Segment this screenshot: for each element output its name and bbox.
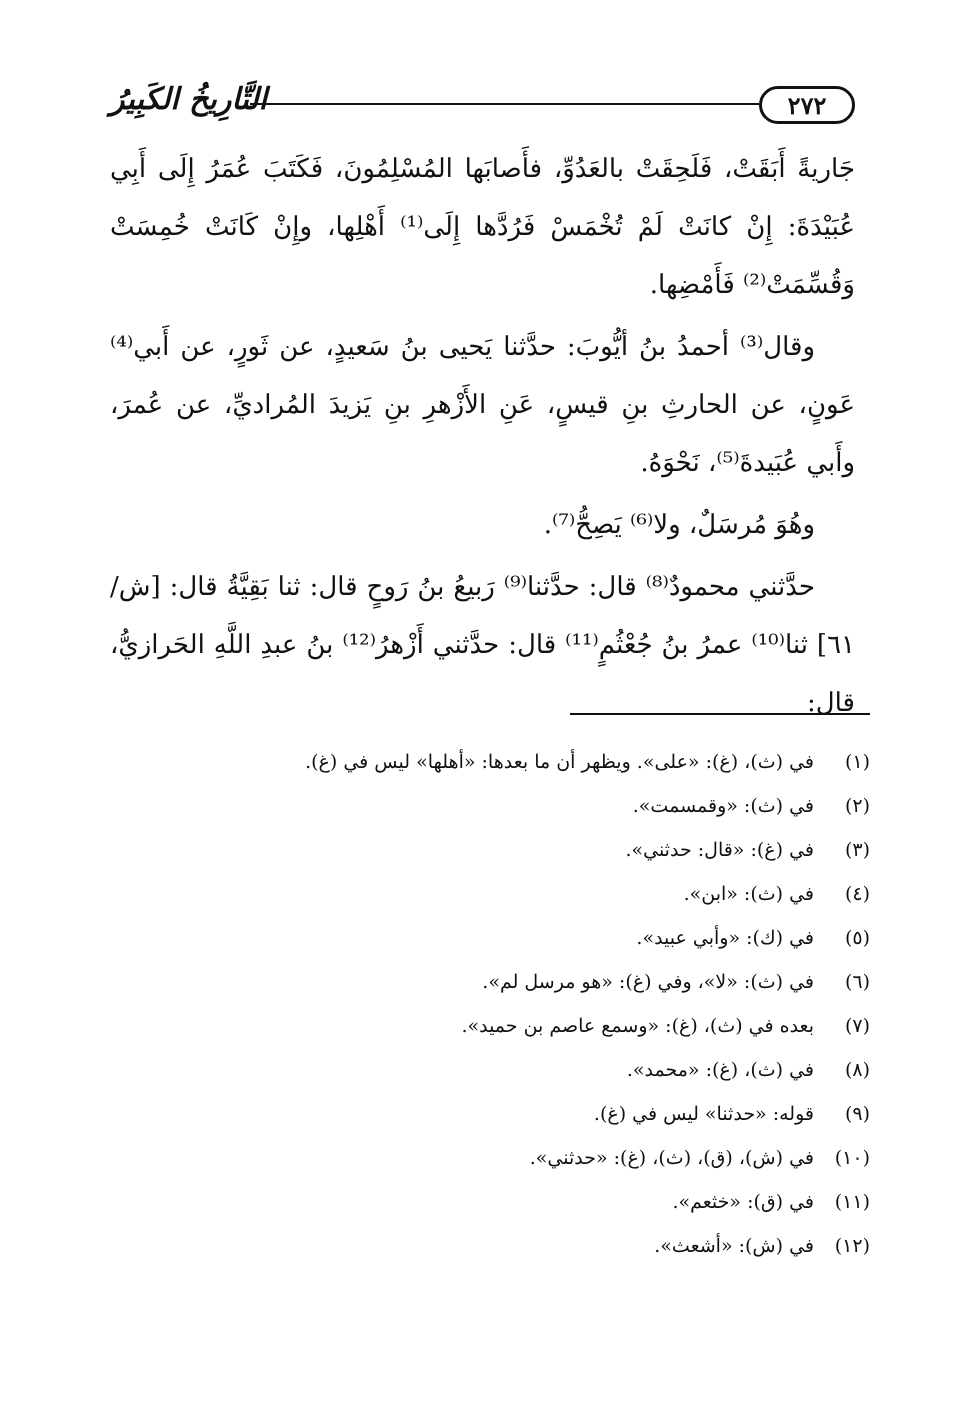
footnote <box>125 1136 870 1180</box>
footnote <box>125 1092 870 1136</box>
footnote <box>125 740 870 784</box>
footnote-text: قوله: «حدثنا» ليس في (غ). <box>593 1103 814 1125</box>
footnote-text: في (ث)، (غ): «محمد». <box>626 1059 814 1081</box>
footnote <box>125 872 870 916</box>
footnote-text: في (ك): «وأبي عبيد». <box>636 927 814 949</box>
footnote-text: في (ش)، (ق)، (ث)، (غ): «حدثني». <box>529 1147 814 1169</box>
footnote-number: (٨) <box>844 1059 870 1081</box>
footnote <box>125 1224 870 1268</box>
footnote-text: في (ش): «أشعث». <box>654 1235 814 1257</box>
footnote-number: (٩) <box>844 1103 870 1125</box>
paragraph: وقال⁽³⁾ أحمدُ بنُ أيُّوبَ: حدَّثنا يَحيى بنُ سَعيدٍ، عن ثَورٍ، عن أَبي⁽⁴⁾ عَونٍ، عن الحارثِ بنِ قيسٍ، عَنِ الأَزْهرِ بنِ يَزيدَ المُراديِّ، عن عُمرَ، وأَبي عُبَيدةَ⁽⁵⁾، نَحْوَهُ. <box>110 332 855 478</box>
footnote <box>125 828 870 872</box>
footnote-text: في (ث)، (غ): «على». ويظهر أن ما بعدها: «أهلها» ليس في (غ). <box>305 751 814 773</box>
paragraph: جَاريةً أَبَقَتْ، فَلَحِقَتْ بالعَدُوِّ، فأَصابَها المُسْلِمُونَ، فَكَتَبَ عُمَرُ إِلَى أَبِي عُبَيْدَةَ: إِنْ كانَتْ لَمْ تُخْمَسْ فَرُدَّها إِلَى⁽¹⁾ أَهْلِها، وإِنْ كَانَتْ خُمِسَتْ وَقُسِّمَتْ⁽²⁾ فَأَمْضِها. <box>110 154 855 300</box>
footnote <box>125 916 870 960</box>
footnote <box>125 1004 870 1048</box>
footnote-number: (٥) <box>844 927 870 949</box>
footnote-text: في (غ): «قال: حدثني». <box>625 839 814 861</box>
header-rule <box>250 103 759 105</box>
footnote <box>125 1180 870 1224</box>
footnote-text: في (ق): «خثعم». <box>672 1191 814 1213</box>
footnote <box>125 1048 870 1092</box>
page-header <box>110 82 855 126</box>
footnote-number: (١١) <box>834 1191 870 1213</box>
main-text <box>110 140 855 736</box>
footnote-text: في (ث): «وقمسمت». <box>632 795 814 817</box>
footnote-text: في (ث): «ابن». <box>683 883 814 905</box>
footnote-number: (١) <box>844 751 870 773</box>
footnote-text: في (ث): «لا»، وفي (غ): «هو مرسل لم». <box>482 971 814 993</box>
footnote <box>125 960 870 1004</box>
footnote-separator <box>570 713 870 715</box>
footnote <box>125 784 870 828</box>
footnotes-list <box>125 740 870 1268</box>
footnote-number: (٣) <box>844 839 870 861</box>
footnote-number: (١٠) <box>834 1147 870 1169</box>
footnote-number: (٢) <box>844 795 870 817</box>
page-number: ٢٧٢ <box>759 86 855 124</box>
paragraph: وهُوَ مُرسَلٌ، ولا⁽⁶⁾ يَصِحُّ⁽⁷⁾. <box>543 510 815 540</box>
footnote-number: (٤) <box>844 883 870 905</box>
footnote-number: (١٢) <box>834 1235 870 1257</box>
footnote-number: (٦) <box>844 971 870 993</box>
running-title: التَّارِيخُ الكَبِيرُ <box>110 82 268 117</box>
footnote-text: بعده في (ث)، (غ): «وسمع عاصم بن حميد». <box>461 1015 814 1037</box>
paragraph: حدَّثني محمودٌ⁽⁸⁾ قال: حدَّثنا⁽⁹⁾ رَبيعُ بنُ رَوحٍ قال: ثنا بَقِيَّةُ قال: [ش/٦١] ثنا⁽¹⁰⁾ عمرُ بنُ جُعْثُمٍ⁽¹¹⁾ قال: حدَّثني أَزْهرُ⁽¹²⁾ بنُ عبدِ اللَّهِ الحَرازيُّ، قال: <box>110 572 856 718</box>
footnote-number: (٧) <box>844 1015 870 1037</box>
